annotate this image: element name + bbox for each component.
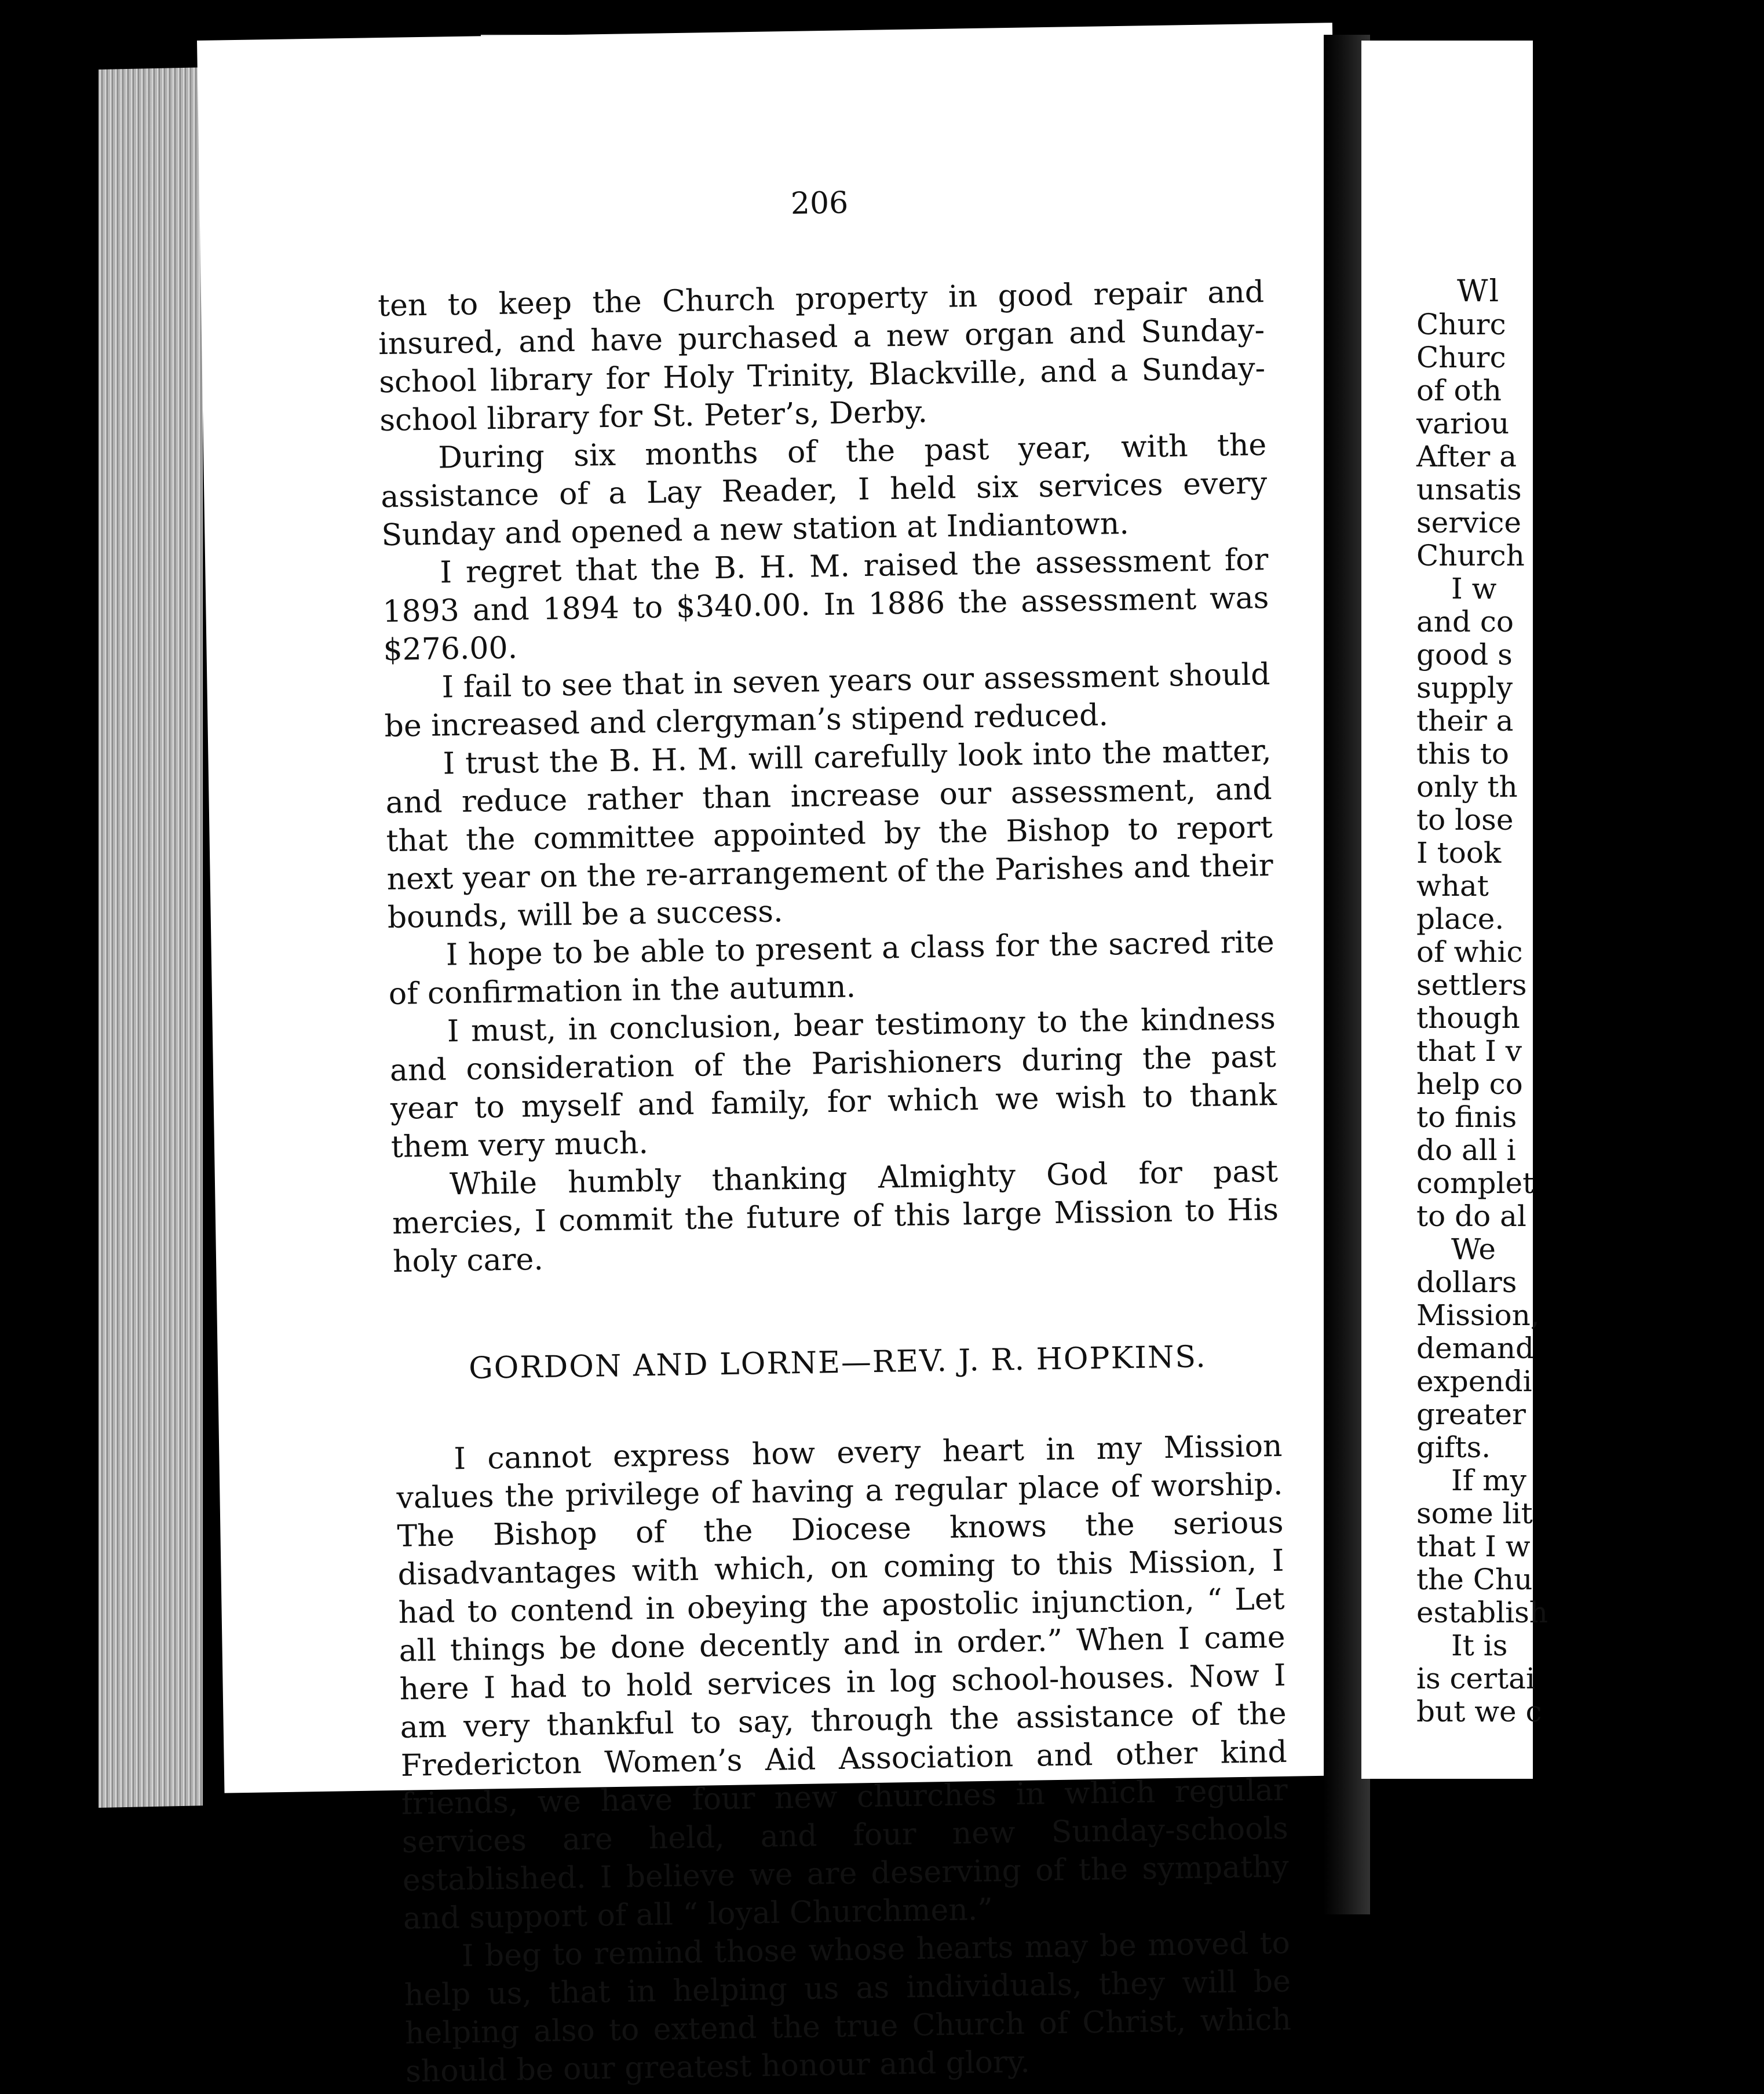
text-line: only th xyxy=(1416,770,1518,804)
text-line: do all i xyxy=(1416,1133,1516,1167)
text-line: Church xyxy=(1416,539,1525,572)
paragraph: I hope to be able to present a class for the sacred rite of confirmation in the autumn. xyxy=(388,924,1275,1012)
text-line: supply xyxy=(1416,671,1513,705)
paragraph: I trust the B. H. M. will carefully look into the matter, and reduce rather than increase our assessment, and that the committee appointed by the Bishop to report next year on the re-arrangement of the Parishes and their bounds, will be a success. xyxy=(385,734,1274,936)
text-line: We xyxy=(1451,1232,1496,1266)
text-line: and co xyxy=(1416,605,1514,639)
text-line: After a xyxy=(1416,440,1517,473)
text-line: complet xyxy=(1416,1166,1535,1200)
text-line: If my xyxy=(1451,1464,1526,1497)
book-page-edges xyxy=(98,67,203,1808)
paragraph: I beg to remind those whose hearts may be moved to help us, that in helping us as individuals, they will be helping also to extend the true Church of Christ, which should be our greatest honour and glory. xyxy=(404,1925,1292,2089)
text-line: the Chu xyxy=(1416,1563,1533,1596)
text-line: to lose xyxy=(1416,803,1514,837)
paragraph: I regret that the B. H. M. raised the assessment for 1893 and 1894 to $340.00. In 1886 the assessment was $276.00. xyxy=(382,542,1269,668)
text-line: to finis xyxy=(1416,1100,1517,1134)
text-line: greater xyxy=(1416,1398,1526,1431)
text-line: establish xyxy=(1416,1596,1548,1629)
section-heading: GORDON AND LORNE—REV. J. R. HOPKINS. xyxy=(468,1339,1207,1386)
paragraph: While humbly thanking Almighty God for past mercies, I commit the future of this large Mission to His holy care. xyxy=(392,1154,1279,1279)
section-gordon-and-lorne xyxy=(396,1427,1292,2091)
text-line: It is xyxy=(1451,1629,1508,1662)
text-line: of whic xyxy=(1416,935,1523,969)
right-heading-fragment: Wl xyxy=(1457,274,1500,309)
paragraph: ten to keep the Church property in good repair and insured, and have purchased a new organ and Sunday-school library for Holy Trinity, Blackville, and a Sunday-school library for St. Peter’s, Derby. xyxy=(377,275,1266,439)
paragraph: I must, in conclusion, bear testimony to the kindness and consideration of the Parishioners during the past year to myself and family, for which we wish to thank them very much. xyxy=(389,1001,1277,1165)
text-line: of oth xyxy=(1416,374,1502,407)
text-line: unsatis xyxy=(1416,473,1522,506)
text-line: Churc xyxy=(1416,341,1506,374)
paragraph: During six months of the past year, with the assistance of a Lay Reader, I held six services every Sunday and opened a new station at Indiantown. xyxy=(380,428,1268,553)
text-line: what xyxy=(1416,869,1489,903)
text-line: that I v xyxy=(1416,1034,1522,1068)
text-line: demand xyxy=(1416,1331,1535,1365)
text-line: service xyxy=(1416,506,1521,539)
text-line: I took xyxy=(1416,836,1502,870)
text-line: Churc xyxy=(1416,308,1506,341)
text-line: settlers xyxy=(1416,968,1527,1002)
page-number: 206 xyxy=(790,185,849,221)
text-line: gifts. xyxy=(1416,1431,1491,1464)
text-line: is certai xyxy=(1416,1662,1535,1695)
text-line: this to xyxy=(1416,737,1510,771)
page-body xyxy=(378,273,1292,2091)
paragraph: I cannot express how every heart in my Mission values the privilege of having a regular place of worship. The Bishop of the Diocese knows the serious disadvantages with which, on coming to this Mission, I had to contend in obeying the apostolic injunction, “ Let all things be done decently and in order.” When I came here I had to hold services in log school-houses. Now I am very thankful to say, through the assistance of the Fredericton Women’s Aid Association and other kind friends, we have four new churches in which regular services are held, and four new Sunday-schools established. I believe we are deserving of the sympathy and support of all “ loyal Churchmen.” xyxy=(396,1428,1290,1936)
section-mission-report xyxy=(378,273,1280,1281)
text-line: Mission, xyxy=(1416,1298,1540,1332)
text-line: dollars xyxy=(1416,1265,1517,1299)
text-line: that I w xyxy=(1416,1530,1531,1563)
right-page-partial xyxy=(1361,41,1548,1779)
text-line: their a xyxy=(1416,704,1514,738)
paragraph: I fail to see that in seven years our assessment should be increased and clergyman’s stipend reduced. xyxy=(384,657,1270,745)
text-line: place. xyxy=(1416,902,1504,936)
text-line: help co xyxy=(1416,1067,1523,1101)
text-line: expendi xyxy=(1416,1365,1532,1398)
text-line: good s xyxy=(1416,638,1513,672)
text-line: to do al xyxy=(1416,1199,1526,1233)
text-line: I w xyxy=(1451,572,1497,605)
right-page-text xyxy=(1416,275,1764,1728)
text-line: some lit xyxy=(1416,1497,1533,1530)
text-line: but we c xyxy=(1416,1695,1542,1728)
text-line: variou xyxy=(1416,407,1510,440)
left-page xyxy=(197,23,1360,2089)
text-line: though xyxy=(1416,1001,1520,1035)
